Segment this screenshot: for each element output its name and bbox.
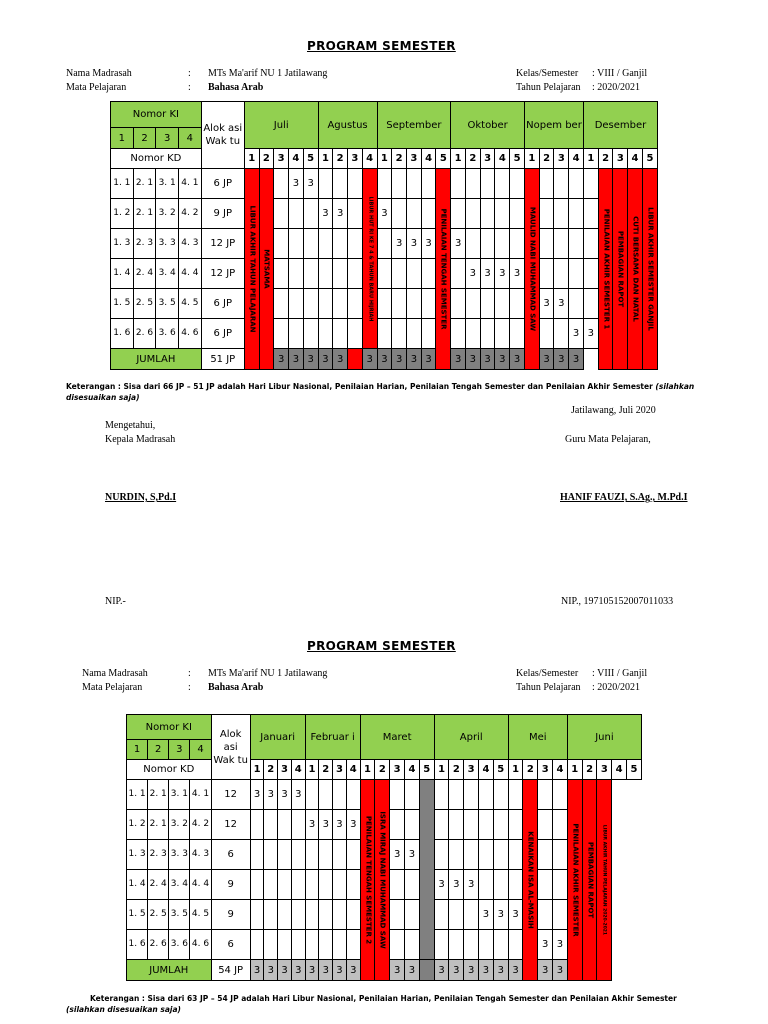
jumlah-label: JUMLAH: [111, 349, 202, 370]
event-matsama: MATSAMA: [259, 169, 274, 370]
month-maret: Maret: [360, 715, 434, 760]
event-libur-akhir-tahun: LIBUR AKHIR TAHUN PELAJARAN: [244, 169, 259, 370]
nip-guru: NIP., 197105152007011033: [561, 596, 674, 607]
event-pas-1: PENILAIAN AKHIR SEMESTER 1: [598, 169, 613, 370]
page-title-2: PROGRAM SEMESTER: [307, 639, 456, 653]
jumlah-total: 51 JP: [201, 349, 244, 370]
month-februari: Februar i: [305, 715, 360, 760]
ki-num: 3: [156, 128, 179, 149]
doc-info-left-2: Nama Madrasah : MTs Ma'arif NU 1 Jatilawang Mata Pelajaran : Bahasa Arab: [82, 668, 328, 693]
guru-name: HANIF FAUZI, S.Ag., M.Pd.I: [560, 492, 688, 503]
guru-label: Guru Mata Pelajaran,: [565, 434, 651, 445]
doc-info-right-1: Kelas/Semester : VIII / Ganjil Tahun Pelajaran : 2020/2021: [516, 68, 648, 93]
schedule-table-2: Nomor KI Alok asi Wak tu Januari Februar i Maret April Mei Juni 1 2 3 4 Nomor KD 1 2 3 4 1 2 3 4 1 2 3 4 5 1 2 3 4 5 1 2 3 4 1 2 3 4 5 1. 1 2. 1 3. 1 4. 1 12 3 3 3 3 PENILAIAN TENGAH SEMESTER 2 ISRA MIRAJ NABI MUHAMMAD SAW KENAIKAN ISA AL-MASIH PENILAIAN AKHIR SEMESTER PEMBAGIAN RAPOT LIBUR AKHIR TAHUN PELAJARAN 2020-2021 1. 2 2. 1 3. 2 4. 2 12 3 3 3 3 1. 3 2. 3 3. 3 4. 3 6 3 3 1. 4 2. 4 3. 4 4. 4 9 3 3 3 1. 5 2. 5 3. 5 4. 5 9 3 3 3 1. 6 2. 6 3. 6 4. 6 6 3 3 JUMLAH 54 JP 3 3 3 3 3 3 3 3 3 3 3 3 3 3 3 3 3 3: [126, 714, 642, 981]
value-tahun: 2020/2021: [597, 82, 641, 93]
page-title-1: PROGRAM SEMESTER: [307, 39, 456, 53]
kepala-madrasah-label: Kepala Madrasah: [105, 434, 176, 445]
ki-num: 4: [179, 128, 202, 149]
note-1: Keterangan : Sisa dari 66 JP – 51 JP adalah Hari Libur Nasional, Penilaian Harian, Penilaian Tengah Semester dan Penilaian Akhir Semester (silahkan disesuaikan saja): [66, 382, 695, 402]
note-2: Keterangan : Sisa dari 63 JP – 54 JP adalah Hari Libur Nasional, Penilaian Harian, Penilaian Tengah Semester dan Penilaian Akhir Semester (silahkan disesuaikan saja): [66, 994, 677, 1014]
value-kelas: VIII / Ganjil: [597, 68, 648, 79]
header-alokasi: Alok asi Wak tu: [201, 102, 244, 169]
event-pembagian-rapot-2: PEMBAGIAN RAPOT: [582, 780, 597, 981]
month-desember: Desember: [583, 102, 657, 149]
ki-num: 2: [133, 128, 156, 149]
header-nomor-kd: Nomor KD: [111, 149, 202, 169]
month-agustus: Agustus: [318, 102, 377, 149]
nip-kepala: NIP.-: [105, 596, 126, 607]
label-mapel: Mata Pelajaran: [66, 82, 127, 93]
place-date: Jatilawang, Juli 2020: [571, 405, 656, 416]
jumlah-total-2: 54 JP: [211, 960, 250, 981]
jumlah-label-2: JUMLAH: [127, 960, 212, 981]
event-pts: PENILAIAN TENGAH SEMESTER: [436, 169, 451, 370]
doc-info-right-2: Kelas/Semester : VIII / Ganjil Tahun Pelajaran : 2020/2021: [516, 668, 648, 693]
month-april: April: [434, 715, 508, 760]
month-juni: Juni: [567, 715, 641, 760]
month-mei: Mei: [508, 715, 567, 760]
alokasi-value: 12 JP: [201, 229, 244, 259]
header-nomor-kd-2: Nomor KD: [127, 760, 212, 780]
label-madrasah: Nama Madrasah: [66, 68, 132, 79]
alokasi-value: 9 JP: [201, 199, 244, 229]
mengetahui: Mengetahui,: [105, 420, 156, 431]
event-maulid: MAULID NABI MUHAMMAD SAW: [525, 169, 540, 370]
alokasi-value: 6 JP: [201, 289, 244, 319]
event-pembagian-rapot: PEMBAGIAN RAPOT: [613, 169, 628, 370]
alokasi-value: 6 JP: [201, 169, 244, 199]
schedule-table-1: Nomor KI Alok asi Wak tu Juli Agustus September Oktober Nopem ber Desember 1 2 3 4 Nomor KD 1 2 3 4 5 1 2 3 4 1 2 3 4 5 1 2 3 4 5 1 2 3 4 1 2 3 4 5 1. 1 2. 1 3. 1 4. 1 6 JP LIBUR AKHIR TAHUN PELAJARAN MATSAMA 3 3 LIBUR HUT RI KE 7 4 & TAHUN BARU HIJRIAH PENILAIAN TENGAH SEMESTER MAULID NABI MUHAMMAD SAW PENILAIAN AKHIR SEMESTER 1 PEMBAGIAN RAPOT CUTI BERSAMA DAN NATAL LIBUR AKHIR SEMESTER GANJIL 1. 2 2. 1 3. 2 4. 2 9 JP 3 3 3 1. 3 2. 3 3. 3 4. 3 12 JP 3 3 3 3 1. 4 2. 4 3. 4 4. 4 12 JP 3 3 3 3 1. 5 2. 5 3. 5 4. 5 6 JP 3 3 1. 6 2. 6 3. 6 4. 6 6 JP 3 3 JUMLAH 51 JP 3 3 3 3 3 3 3 3 3 3 3 3 3 3 3 3 3 3: [110, 101, 658, 370]
value-madrasah: MTs Ma'arif NU 1 Jatilawang: [208, 68, 328, 79]
label-kelas: Kelas/Semester: [516, 68, 579, 79]
month-oktober: Oktober: [451, 102, 525, 149]
event-isra-miraj: ISRA MIRAJ NABI MUHAMMAD SAW: [375, 780, 390, 981]
ki-num: 1: [111, 128, 134, 149]
event-kenaikan-isa: KENAIKAN ISA AL-MASIH: [523, 780, 538, 981]
month-januari: Januari: [250, 715, 305, 760]
event-pts-2: PENILAIAN TENGAH SEMESTER 2: [360, 780, 375, 981]
alokasi-value: 12 JP: [201, 259, 244, 289]
header-nomor-ki-2: Nomor KI: [127, 715, 212, 740]
month-september: September: [377, 102, 451, 149]
event-libur-akhir-2: LIBUR AKHIR TAHUN PELAJARAN 2020-2021: [597, 780, 612, 981]
value-mapel: Bahasa Arab: [208, 82, 264, 93]
header-alokasi-2: Alok asi Wak tu: [211, 715, 250, 780]
kepala-name: NURDIN, S,Pd.I: [105, 492, 177, 503]
event-pas-2: PENILAIAN AKHIR SEMESTER: [567, 780, 582, 981]
event-cuti-natal: CUTI BERSAMA DAN NATAL: [628, 169, 643, 370]
month-nopember: Nopem ber: [525, 102, 584, 149]
header-nomor-ki: Nomor KI: [111, 102, 202, 128]
doc-info-left-1: Nama Madrasah : MTs Ma'arif NU 1 Jatilawang Mata Pelajaran : Bahasa Arab: [66, 68, 328, 93]
event-libur-hut-ri: LIBUR HUT RI KE 7 4 & TAHUN BARU HIJRIAH: [362, 169, 377, 349]
alokasi-value: 6 JP: [201, 319, 244, 349]
month-juli: Juli: [244, 102, 318, 149]
label-tahun: Tahun Pelajaran: [516, 82, 581, 93]
event-libur-ganjil: LIBUR AKHIR SEMESTER GANJIL: [642, 169, 657, 370]
